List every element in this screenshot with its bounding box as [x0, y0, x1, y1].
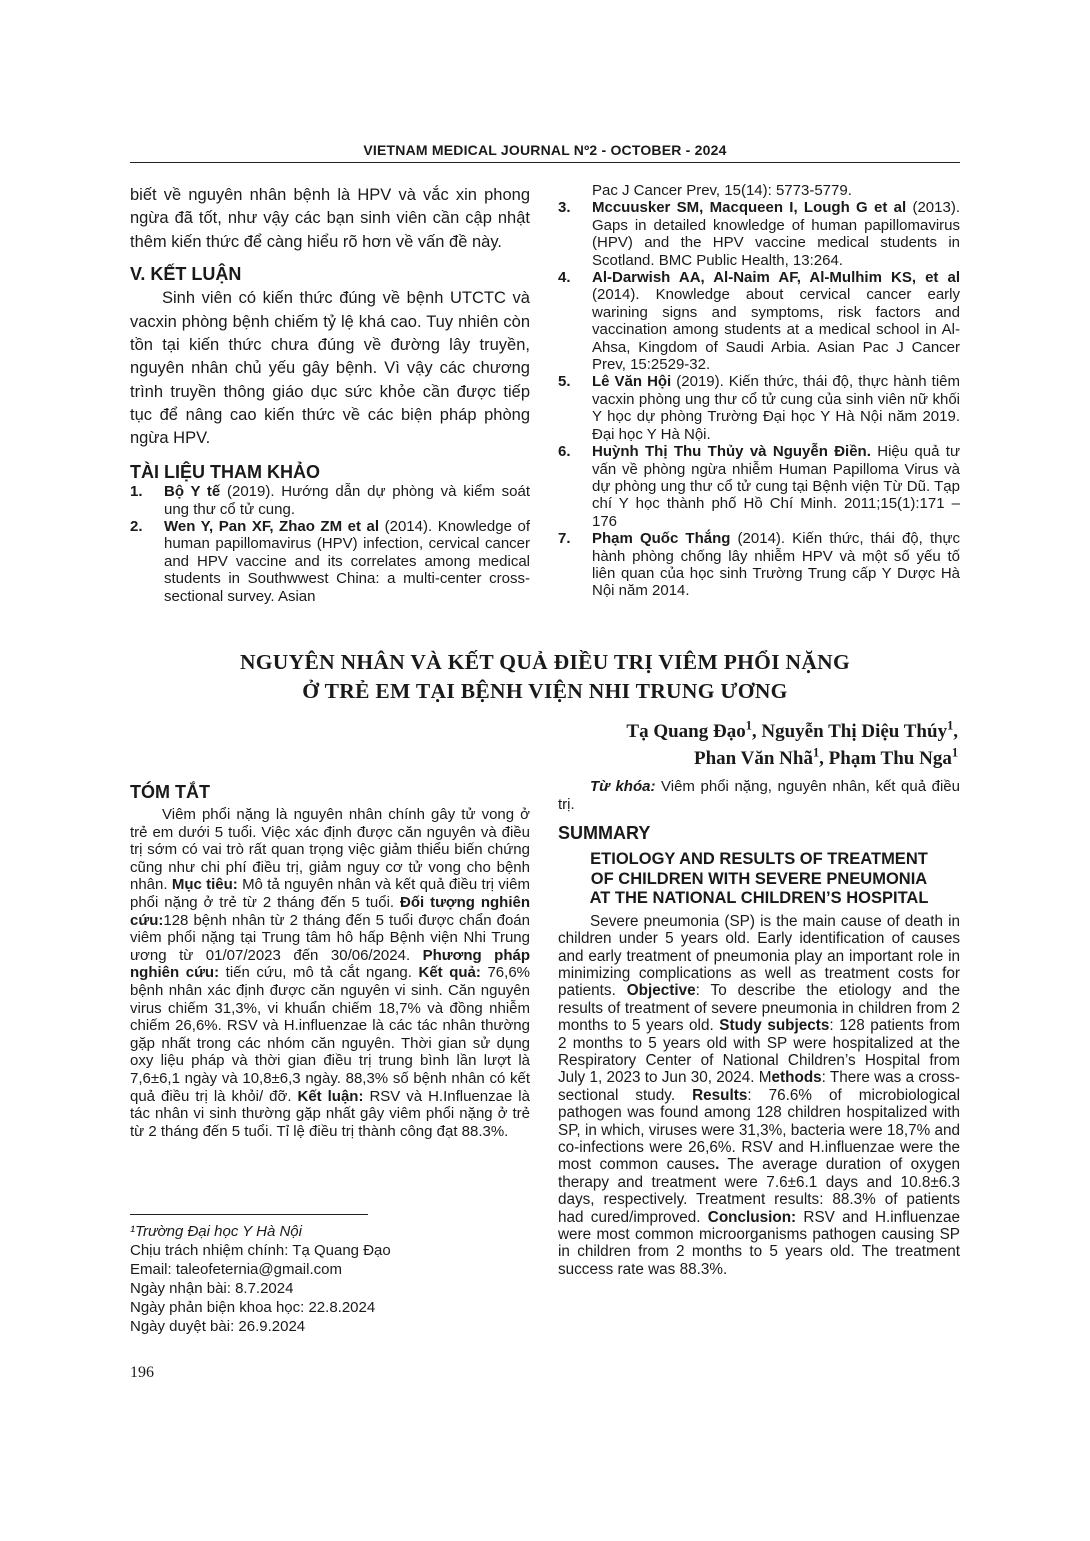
- abstract-sentence: Mô tả nguyên nhân và kết quả điều trị viêm phổi nặng ở trẻ từ 2 tháng đến 5 tuổi.: [130, 876, 530, 911]
- reference-text: (2019). Hướng dẫn dự phòng và kiểm soát ung thư cổ tử cung.: [164, 483, 531, 518]
- footnote-rule: [130, 1214, 368, 1215]
- reference-number: 3.: [558, 199, 571, 217]
- author-affiliation: 1: [951, 745, 958, 760]
- discussion-paragraph: biết về nguyên nhân bệnh là HPV và vắc xin phong ngừa đã tốt, như vậy các bạn sinh viên cần cập nhật thêm kiến thức để càng hiểu rõ hơn về vấn đề này.: [130, 186, 530, 251]
- reference-text: (2019). Kiến thức, thái độ, thực hành tiêm vacxin phòng ung thư cổ tử cung của sinh viên nữ khối Y học dự phòng Trường Đại học Y Hà Nội năm 2019. Đại học Y Hà Nội.: [592, 373, 960, 443]
- author-name: Tạ Quang Đạo: [626, 721, 746, 742]
- references-list-left: [130, 483, 530, 605]
- left-top-column: [130, 184, 530, 605]
- journal-header: VIETNAM MEDICAL JOURNAL Nº2 - OCTOBER - 2024: [363, 142, 727, 158]
- reference-authors: Lê Văn Hội: [592, 373, 672, 391]
- keywords-label: Từ khóa:: [590, 778, 656, 795]
- summary-title-line: ETIOLOGY AND RESULTS OF TREATMENT: [590, 850, 928, 869]
- reference-item: [130, 483, 530, 518]
- reference-item: [558, 530, 960, 600]
- summary-label: Study subjects: [719, 1017, 830, 1035]
- reference-authors: Mccuusker SM, Macqueen I, Lough G et al: [592, 199, 907, 217]
- summary-label: Conclusion:: [707, 1208, 797, 1226]
- summary-heading: SUMMARY: [558, 823, 651, 844]
- reference-continuation: [558, 182, 960, 199]
- reference-text: Hiệu quả tư vấn về phòng ngừa nhiễm Human Papilloma Virus và dự phòng ung thư cổ tử cung tại Bệnh viện Từ Dũ. Tạp chí Y học thành phố Hồ Chí Minh. 2011;15(1):171 – 176: [592, 443, 960, 530]
- reference-authors: Huỳnh Thị Thu Thủy và Nguyễn Điền.: [592, 443, 871, 461]
- footnote-email: Email: taleofeternia@gmail.com: [130, 1261, 342, 1278]
- footnote: [130, 1222, 530, 1336]
- abstract-vi: [130, 806, 530, 1140]
- summary-label: .: [715, 1156, 720, 1174]
- abstract-sentence: 128 bệnh nhân từ 2 tháng đến 5 tuổi được chẩn đoán viêm phổi nặng tại Trung tâm hô hấp Bệnh viện Nhi Trung ương từ 01/07/2023 đến 30/06/2024.: [130, 911, 530, 964]
- page-number: 196: [130, 1364, 154, 1381]
- reference-authors: Bộ Y tế: [164, 483, 221, 501]
- reference-authors: Phạm Quốc Thắng: [592, 530, 731, 548]
- footnote-responsible: Chịu trách nhiệm chính: Tạ Quang Đạo: [130, 1242, 391, 1259]
- summary-sentence: : 76.6% of microbiological pathogen was found among 128 children hospitalized with SP, in which, viruses were 31,3%, bacteria were 18,7% and co-infections were 26,6%. RSV and H.influenzae were the most common causes: [558, 1086, 960, 1174]
- reference-text: (2014). Kiến thức, thái độ, thực hành phòng chống lây nhiễm HPV và một số yếu tố liên quan của học sinh Trường Trung cấp Y Dược Hà Nội năm 2014.: [592, 530, 960, 600]
- keywords-text: Viêm phổi nặng, nguyên nhân, kết quả điều trị.: [558, 778, 960, 813]
- author-name: Phạm Thu Nga: [828, 748, 952, 769]
- reference-number: 4.: [558, 269, 571, 287]
- abstract-label: Kết luận:: [297, 1087, 364, 1105]
- author-affiliation: 1: [947, 718, 954, 733]
- reference-item: [558, 199, 960, 269]
- reference-number: 5.: [558, 373, 571, 391]
- reference-item: [558, 443, 960, 530]
- author-name: Nguyễn Thị Diệu Thúy: [761, 721, 948, 742]
- header-rule: [130, 162, 960, 163]
- summary-title-line: AT THE NATIONAL CHILDREN’S HOSPITAL: [589, 889, 929, 908]
- abstract-sentence: Viêm phổi nặng là nguyên nhân chính gây tử vong ở trẻ em dưới 5 tuổi. Việc xác định được căn nguyên và điều trị sớm có vai trò rất quan trọng việc giảm thiểu biến chứng cũng như chi phí điều trị, giảm nguy cơ tử vong cho bệnh nhân.: [130, 806, 530, 894]
- conclusion-text: Sinh viên có kiến thức đúng về bệnh UTCTC và vacxin phòng bệnh chiếm tỷ lệ khá cao. Tuy nhiên còn tồn tại kiến thức chưa đúng về đường lây truyền, nguyên nhân chủ yếu gây bệnh. Vì vậy các chương trình truyền thông giáo dục sức khỏe cần được tiếp tục để nâng cao kiến thức về các biện pháp phòng ngừa HPV.: [130, 289, 530, 448]
- reference-number: 1.: [130, 483, 143, 501]
- reference-item: [558, 269, 960, 373]
- summary-label: Results: [692, 1086, 748, 1104]
- reference-text: (2013). Gaps in detailed knowledge of human papillomavirus (HPV) and the HPV vaccine medical students in Scotland. BMC Public Health, 13:264.: [592, 199, 960, 269]
- reference-authors: Al-Darwish AA, Al-Naim AF, Al-Mulhim KS, et al: [592, 269, 960, 287]
- footnote-approved: Ngày duyệt bài: 26.9.2024: [130, 1318, 306, 1335]
- summary-title-line: OF CHILDREN WITH SEVERE PNEUMONIA: [590, 869, 928, 888]
- reference-item: [558, 373, 960, 443]
- abstract-label: Phương pháp nghiên cứu:: [130, 946, 530, 982]
- summary-column: [558, 778, 960, 1278]
- reference-text: Pac J Cancer Prev, 15(14): 5773-5779.: [592, 182, 852, 199]
- author-name: Phan Văn Nhã: [693, 748, 813, 769]
- abstract-label: Đối tượng nghiên cứu:: [130, 893, 530, 929]
- summary-sentence: : There was a cross-sectional study.: [558, 1069, 960, 1104]
- author-affiliation: 1: [812, 745, 820, 760]
- summary-sentence: RSV and H.influenzae were most common microorganisms pathogen causing SP in children from 2 months to 5 years old. The treatment success rate was 88.3%.: [558, 1208, 961, 1278]
- abstract-sentence: RSV và H.Influenzae là tác nhân vi sinh thường gặp nhất gây viêm phổi nặng ở trẻ từ 2 tháng đến 5 tuổi. Tỉ lệ điều trị thành công đạt 88.3%.: [130, 1087, 530, 1140]
- article-authors: Tạ Quang Đạo$^1$, Nguyễn Thị Diệu Thúy$^1$, Phan Văn Nhã$^1$, Phạm Thu Nga$^1$: [626, 718, 958, 769]
- reference-text: (2014). Knowledge about cervical cancer early warining signs and symptoms, risk factors and vaccination among students at a medical school in Al-Ahsa, Kingdom of Saudi Arbia. Asian Pac J Cancer Prev, 15:2529-32.: [592, 286, 960, 374]
- article-title-line: NGUYÊN NHÂN VÀ KẾT QUẢ ĐIỀU TRỊ VIÊM PHỔI NẶNG: [239, 650, 851, 674]
- summary-text: [558, 913, 960, 1279]
- abstract-label: Kết quả:: [418, 964, 481, 982]
- reference-number: 2.: [130, 517, 143, 535]
- footnote-reviewed: Ngày phản biện khoa học: 22.8.2024: [130, 1299, 376, 1316]
- references-list-right: [558, 182, 960, 600]
- article-title: [130, 648, 960, 706]
- summary-title: [558, 850, 960, 909]
- footnote-affiliation: ¹Trường Đại học Y Hà Nội: [130, 1223, 302, 1240]
- footnote-received: Ngày nhận bài: 8.7.2024: [130, 1280, 294, 1297]
- references-heading: TÀI LIỆU THAM KHẢO: [130, 461, 320, 482]
- reference-number: 7.: [558, 530, 571, 548]
- keywords: [558, 778, 960, 813]
- summary-label: ethods: [771, 1069, 822, 1087]
- summary-sentence: : To describe the etiology and the results of treatment of severe pneumonia in children from 2 months to 5 years old.: [558, 982, 960, 1035]
- conclusion-heading: V. KẾT LUẬN: [130, 263, 242, 284]
- author-affiliation: 1: [745, 718, 752, 733]
- reference-text: (2014). Knowledge of human papillomavirus (HPV) infection, cervical cancer and HPV vaccine and its correlates among medical students in Southwwest China: a multi-center cross-sectional survey. Asian: [164, 517, 530, 605]
- abstract-heading: TÓM TẮT: [130, 782, 210, 802]
- article-title-line: Ở TRẺ EM TẠI BỆNH VIỆN NHI TRUNG ƯƠNG: [302, 679, 788, 703]
- abstract-sentence: 76,6% bệnh nhân xác định được căn nguyên vi sinh. Căn nguyên virus chiếm 31,3%, vi khuẩn chiếm 18,7% và đồng nhiễm chiếm 26,6%. RSV và H.influenzae là các tác nhân thường gặp nhất trong các nhóm căn nguyên. Thời gian sử dụng oxy liệu pháp và thời gian điều trị trung bình lần lượt là 7,6±6,1 ngày và 10,8±6,3 ngày. 88,3% số bệnh nhân có kết quả điều trị là khỏi/ đỡ.: [130, 964, 530, 1105]
- summary-label: Objective: [626, 982, 696, 1000]
- reference-authors: Wen Y, Pan XF, Zhao ZM et al: [164, 517, 380, 535]
- summary-sentence: : 128 patients from 2 months to 5 years old with SP were hospitalized at the Respiratory Center of National Children’s Hospital from July 1, 2023 to Jun 30, 2024. M: [558, 1017, 960, 1087]
- abstract-sentence: tiến cứu, mô tả cắt ngang.: [219, 964, 419, 982]
- abstract-vi-text: [130, 806, 530, 1140]
- summary-sentence: Severe pneumonia (SP) is the main cause of death in children under 5 years old. Early identification of causes and early treatment of pneumonia play an important role in minimizing complications as well as treatment costs for patients.: [558, 912, 960, 1000]
- reference-item: [130, 518, 530, 605]
- abstract-label: Mục tiêu:: [171, 876, 238, 894]
- reference-number: 6.: [558, 443, 571, 461]
- summary-sentence: The average duration of oxygen therapy and treatment were 7.6±6.1 days and 10.8±6.3 days, respectively. Treatment results: 88.3% of patients had cured/improved.: [558, 1156, 960, 1226]
